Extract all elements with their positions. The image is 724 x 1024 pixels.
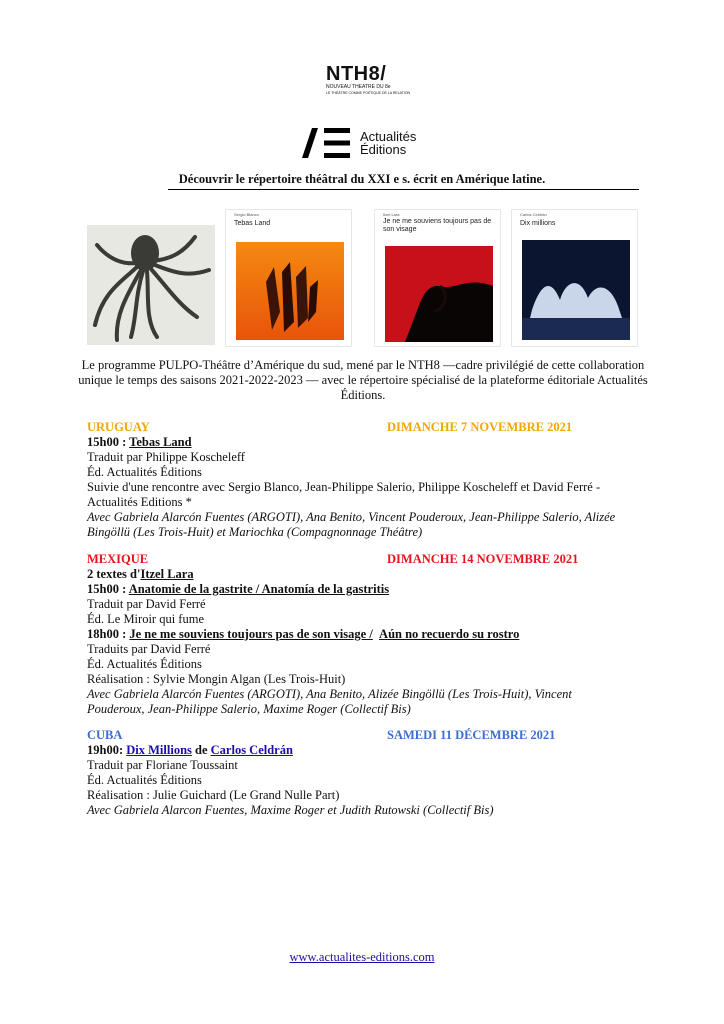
event-time-title-2 — [87, 627, 647, 642]
page-tagline: Découvrir le répertoire théâtral du XXI e s. écrit en Amérique latine. — [178, 172, 546, 186]
cover-tebas-land — [226, 210, 351, 346]
author-link[interactable]: Itzel Lara — [140, 567, 194, 581]
nth8-tagline: LE THÉÂTRE COMME POÉTIQUE DE LA RELATION — [326, 91, 411, 95]
event-date: DIMANCHE 7 NOVEMBRE 2021 — [387, 420, 573, 434]
cover-title: Je ne me souviens toujours pas de son visage — [383, 218, 492, 233]
play-title-link[interactable]: Anatomie de la gastrite / Anatomía de la gastritis — [128, 582, 390, 596]
publisher: Éd. Actualités Éditions — [87, 773, 202, 787]
event-date: DIMANCHE 14 NOVEMBRE 2021 — [387, 552, 579, 566]
nth8-logo-text: NTH8/ — [326, 63, 387, 85]
play-title-link[interactable]: Dix Millions — [126, 743, 192, 757]
translator: Traduit par David Ferré — [87, 597, 206, 611]
cover-author: Carlos Celdrán — [520, 212, 547, 217]
play-title-link[interactable]: Je ne me souviens toujours pas de son visage / — [129, 627, 373, 641]
event-time-title — [87, 582, 647, 597]
direction: Réalisation : Julie Guichard (Le Grand Nulle Part) — [87, 788, 340, 802]
ae-logo-line2: Éditions — [360, 142, 407, 157]
cast-list-cont: Pouderoux, Jean-Philippe Salerio, Maxime Roger (Collectif Bis) — [87, 702, 411, 716]
event-time: 15h00 : — [87, 582, 129, 596]
cast-list: Avec Gabriela Alarcón Fuentes (ARGOTI), Ana Benito, Alizée Bingöllü (Les Trois-Huit), Vincent — [87, 687, 572, 701]
section-uruguay — [87, 420, 647, 540]
cover-je-ne-me-souviens — [375, 210, 500, 346]
cover-title: Tebas Land — [234, 220, 271, 227]
publisher: Éd. Le Miroir qui fume — [87, 612, 204, 626]
play-title-link-es[interactable]: Aún no recuerdo su rostro — [379, 627, 520, 641]
actualites-editions-logo — [302, 128, 432, 160]
cover-author: Sergio Blanco — [234, 212, 259, 217]
footer — [0, 950, 724, 965]
de-text: de — [191, 743, 211, 757]
author-link[interactable]: Carlos Celdrán — [210, 743, 293, 757]
translator: Traduits par David Ferré — [87, 642, 211, 656]
meeting-info: Suivie d'une rencontre avec Sergio Blanco, Jean-Philippe Salerio, Philippe Koscheleff et David Ferré - — [87, 480, 601, 494]
publisher: Éd. Actualités Éditions — [87, 465, 202, 479]
country-label: MEXIQUE — [87, 552, 149, 566]
event-time: 18h00 : — [87, 627, 130, 641]
event-date: SAMEDI 11 DÉCEMBRE 2021 — [387, 728, 556, 742]
nth8-subtitle: NOUVEAU THEATRE DU 8e — [326, 84, 391, 90]
texts-by-author — [87, 567, 647, 582]
play-title-link[interactable]: Tebas Land — [129, 435, 192, 449]
texts-prefix: 2 textes d' — [87, 567, 141, 581]
cover-title: Dix millions — [520, 220, 556, 227]
website-link[interactable]: www.actualites-editions.com — [289, 950, 435, 964]
event-time-title — [87, 743, 647, 758]
cover-author: Itzel Lara — [383, 212, 400, 217]
translator: Traduit par Floriane Toussaint — [87, 758, 238, 772]
ae-logo-line1: Actualités — [360, 129, 417, 144]
divider — [168, 189, 639, 190]
cast-list-cont: Bingöllü (Les Trois-Huit) et Mariochka (Compagnonnage Théâtre) — [87, 525, 423, 539]
translator: Traduit par Philippe Koscheleff — [87, 450, 245, 464]
event-time-title — [87, 435, 647, 450]
direction: Réalisation : Sylvie Mongin Algan (Les Trois-Huit) — [87, 672, 346, 686]
cast-list: Avec Gabriela Alarcon Fuentes, Maxime Roger et Judith Rutowski (Collectif Bis) — [87, 803, 494, 817]
country-label: CUBA — [87, 728, 123, 742]
country-label: URUGUAY — [87, 420, 150, 434]
cover-dix-millions — [512, 210, 637, 346]
ae-mark-icon — [302, 128, 354, 158]
cast-list: Avec Gabriela Alarcón Fuentes (ARGOTI), Ana Benito, Vincent Pouderoux, Jean-Philippe Salerio, Alizée — [87, 510, 616, 524]
meeting-info-cont: Actualités Editions * — [87, 495, 192, 509]
section-mexique — [87, 552, 647, 717]
nth8-logo — [326, 64, 410, 96]
event-time: 15h00 : — [87, 435, 130, 449]
intro-paragraph: Le programme PULPO-Théâtre d’Amérique du sud, mené par le NTH8 —cadre privilégié de cette collaboration unique le temps des saisons 2021-2022-2023 — avec le répertoire spécialisé de la plateforme éditoriale Actualités Éditions. — [78, 358, 648, 402]
section-cuba — [87, 728, 647, 818]
octopus-illustration — [87, 225, 215, 345]
event-time: 19h00: — [87, 743, 127, 757]
publisher: Éd. Actualités Éditions — [87, 657, 202, 671]
